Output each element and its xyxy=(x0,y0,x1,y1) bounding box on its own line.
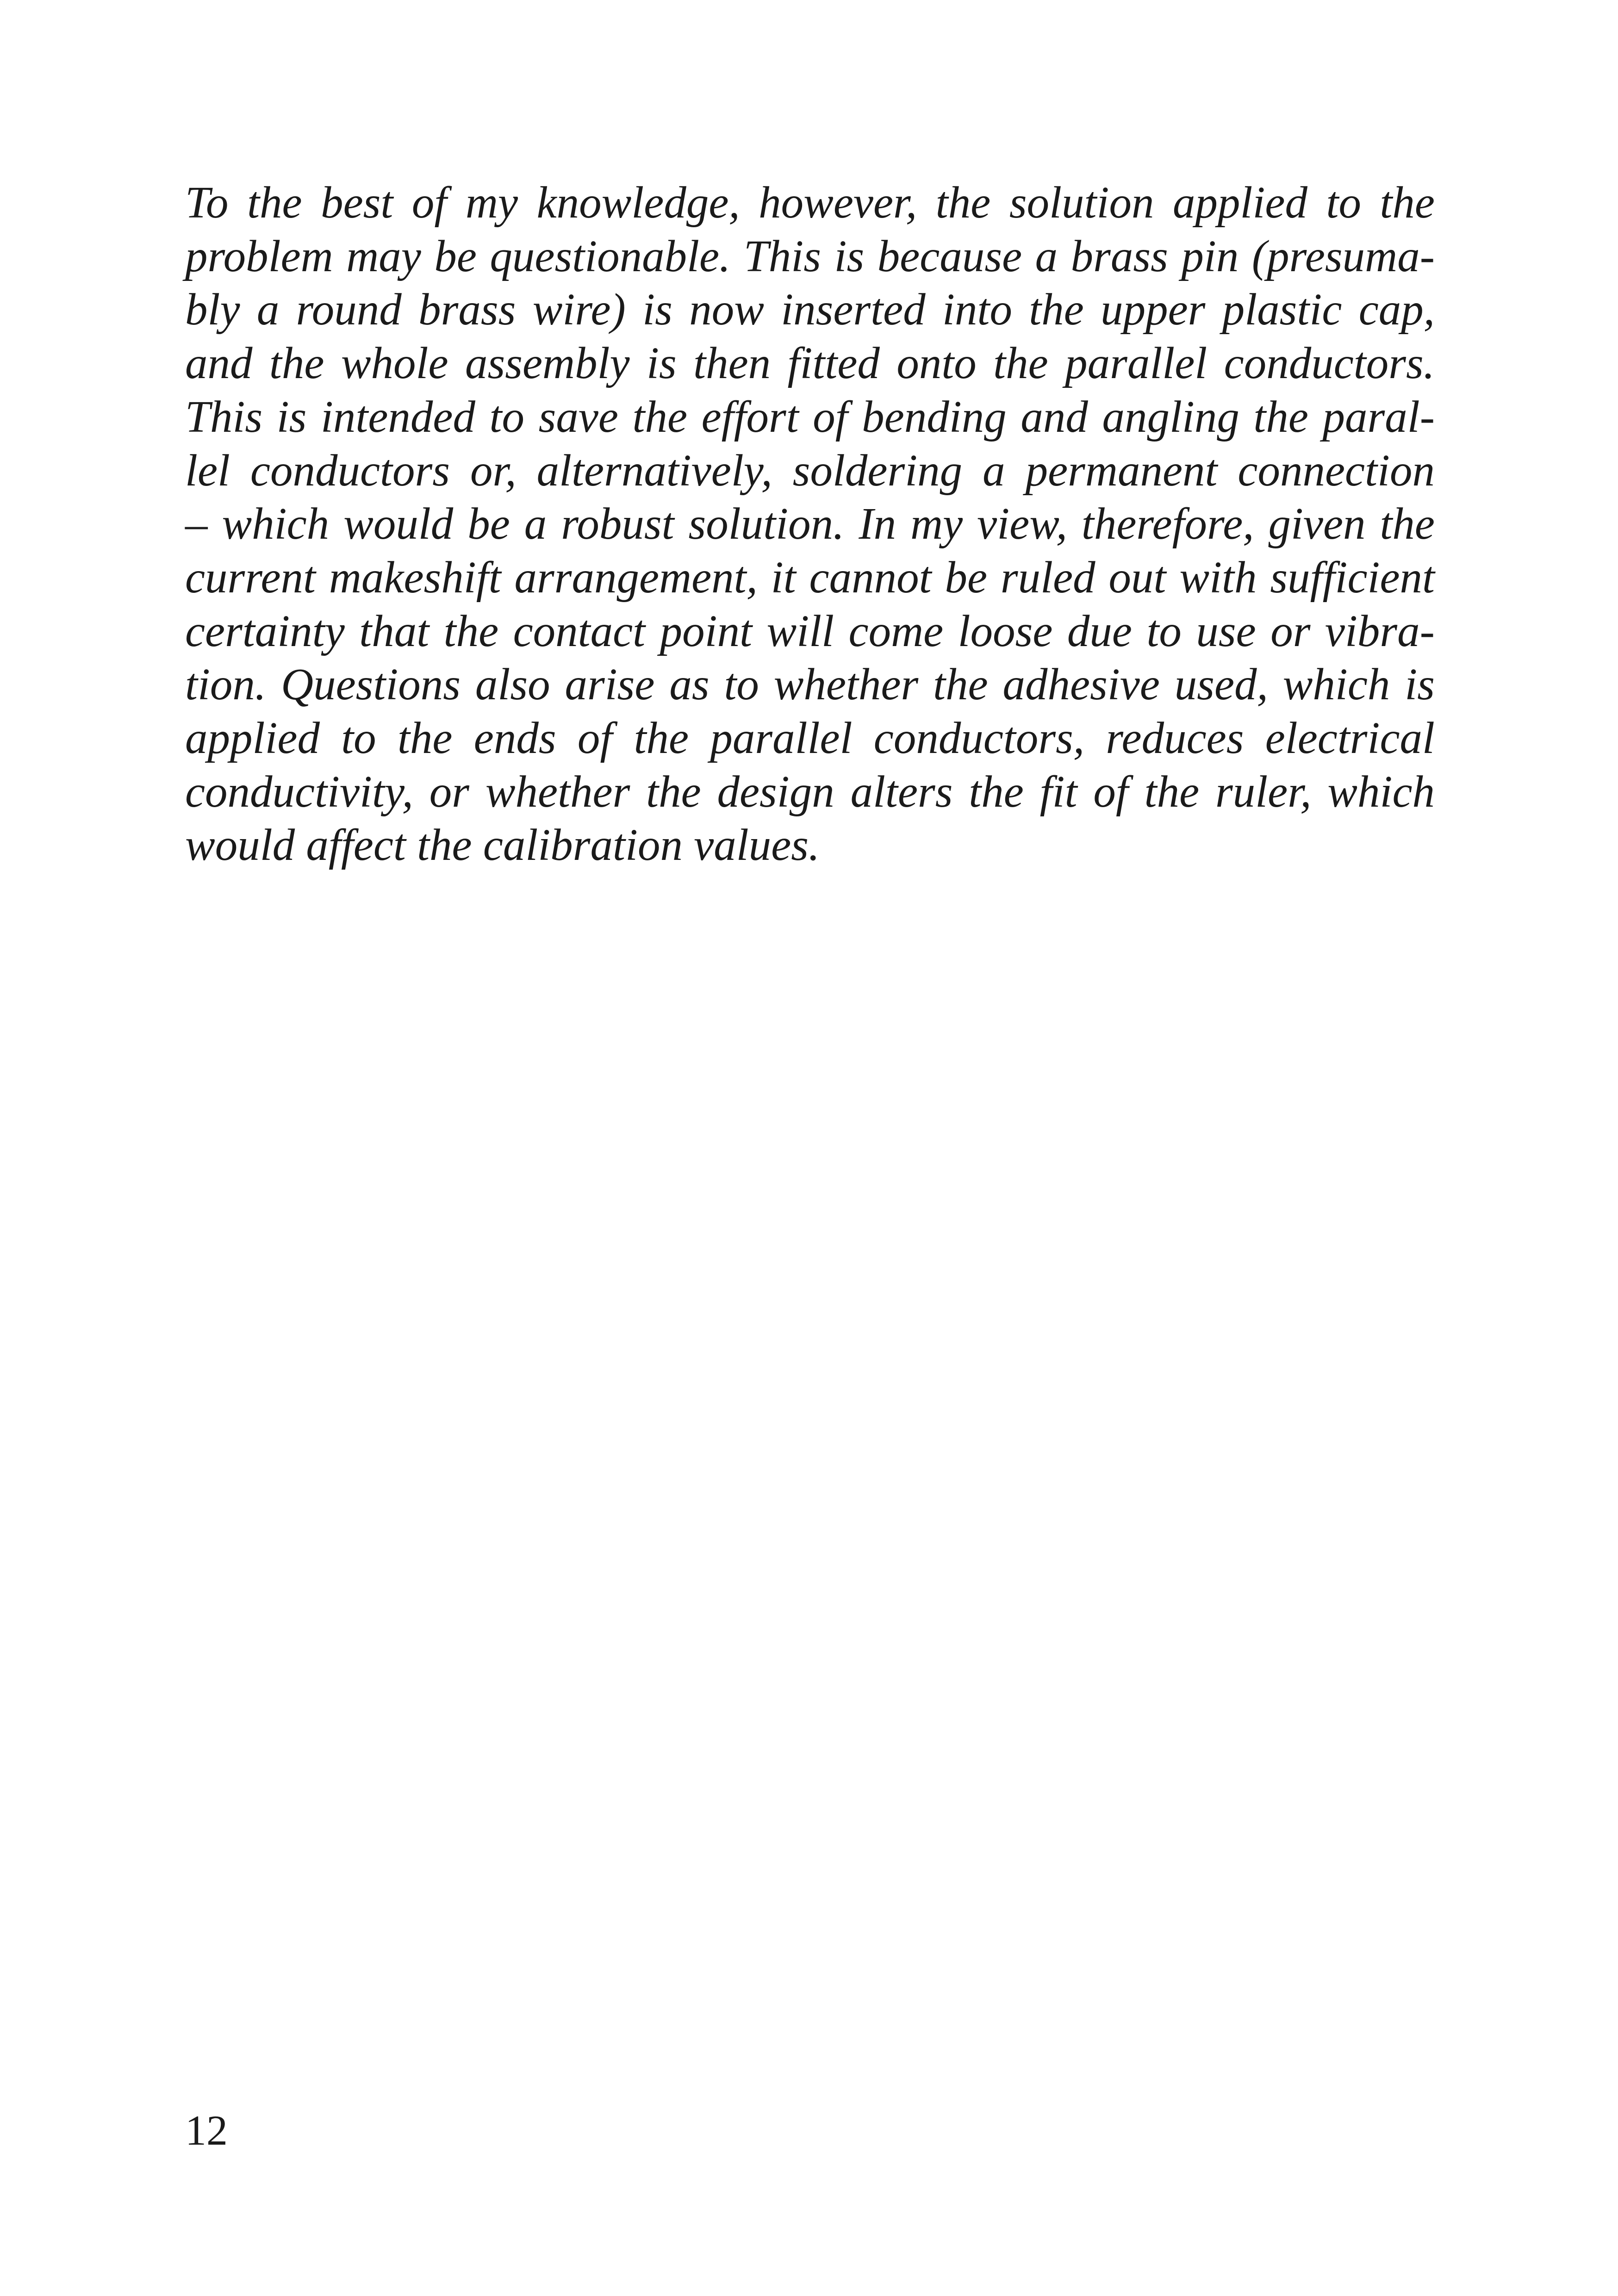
paragraph-line: – which would be a robust solution. In my view, therefore, given the xyxy=(185,499,1435,549)
paragraph-line: This is intended to save the effort of bending and angling the paral- xyxy=(185,392,1435,442)
paragraph-line: conductivity, or whether the design alters the fit of the ruler, which xyxy=(185,766,1435,816)
paragraph-line: tion. Questions also arise as to whether the adhesive used, which is xyxy=(185,660,1435,709)
paragraph-line: applied to the ends of the parallel conductors, reduces electrical xyxy=(185,713,1435,763)
paragraph-line: bly a round brass wire) is now inserted into the upper plastic cap, xyxy=(185,285,1435,335)
paragraph-line: would affect the calibration values. xyxy=(185,820,820,870)
paragraph-line: current makeshift arrangement, it cannot be ruled out with sufficient xyxy=(185,552,1435,602)
page-number: 12 xyxy=(185,2107,228,2154)
paragraph-line: To the best of my knowledge, however, the solution applied to the xyxy=(185,178,1435,227)
paragraph-line: lel conductors or, alternatively, soldering a permanent connection xyxy=(185,445,1435,495)
paragraph-line: certainty that the contact point will come loose due to use or vibra- xyxy=(185,606,1435,656)
paragraph-line: problem may be questionable. This is because a brass pin (presuma- xyxy=(185,231,1435,281)
paragraph-line: and the whole assembly is then fitted onto the parallel conductors. xyxy=(185,338,1435,388)
body-paragraph xyxy=(185,176,1435,872)
